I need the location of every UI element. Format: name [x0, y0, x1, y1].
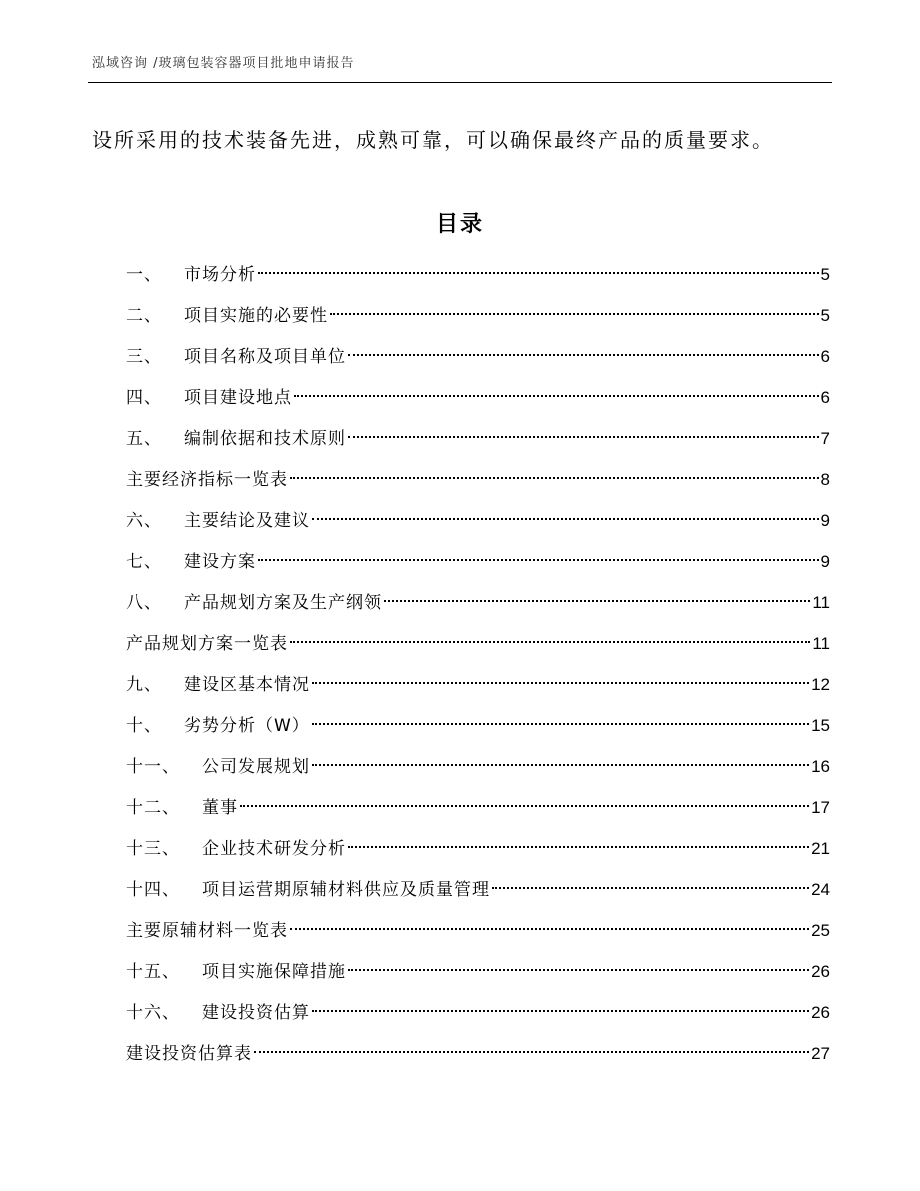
toc-entry-number: 七、 [126, 552, 162, 572]
toc-entry-title: 建设投资估算 [202, 1003, 310, 1023]
toc-entry-title: 建设投资估算表 [126, 1044, 252, 1064]
toc-leader-dots [290, 641, 810, 643]
toc-entry-label [126, 788, 238, 829]
toc-entry-page: 24 [811, 880, 830, 899]
toc-leader-dots [290, 477, 819, 479]
toc-entry-page: 7 [820, 429, 830, 448]
toc-entry-label [126, 378, 292, 419]
toc-entry-title: 建设方案 [184, 552, 256, 572]
toc-entry-label [126, 747, 310, 788]
toc-entry-title: 主要原辅材料一览表 [126, 921, 288, 941]
toc-leader-dots [348, 436, 819, 438]
toc-entry[interactable] [126, 336, 830, 377]
toc-entry-title: 市场分析 [184, 265, 256, 285]
toc-entry-number: 八、 [126, 593, 162, 613]
toc-entry-label [126, 911, 288, 952]
toc-leader-dots [312, 1010, 809, 1012]
toc-entry-page: 25 [811, 921, 830, 940]
toc-leader-dots [492, 887, 809, 889]
toc-leader-dots [312, 518, 819, 520]
toc-entry-number: 十五、 [126, 962, 180, 982]
toc-entry-number: 三、 [126, 347, 162, 367]
toc-entry[interactable] [126, 992, 830, 1033]
toc-entry-label [126, 624, 288, 665]
toc-entry-title: 产品规划方案一览表 [126, 634, 288, 654]
toc-entry-page: 21 [811, 839, 830, 858]
toc-entry-number: 十、 [126, 716, 162, 736]
toc-entry-title: 编制依据和技术原则 [184, 429, 346, 449]
toc-entry[interactable] [126, 705, 830, 746]
toc-entry-label [126, 255, 256, 296]
toc-entry[interactable] [126, 377, 830, 418]
toc-entry-label [126, 583, 382, 624]
toc-entry[interactable] [126, 254, 830, 295]
toc-leader-dots [312, 723, 809, 725]
toc-entry-number: 一、 [126, 265, 162, 285]
toc-entry-number: 十四、 [126, 880, 180, 900]
toc-entry-page: 5 [820, 306, 830, 325]
toc-leader-dots [294, 395, 819, 397]
toc-entry[interactable] [126, 664, 830, 705]
toc-entry-page: 26 [811, 1003, 830, 1022]
toc-entry-page: 27 [811, 1044, 830, 1063]
toc-entry-title: 公司发展规划 [202, 757, 310, 777]
toc-entry[interactable] [126, 910, 830, 951]
toc-leader-dots [290, 928, 809, 930]
toc-entry-page: 11 [812, 634, 830, 653]
toc-entry-page: 8 [820, 470, 830, 489]
toc-entry-title: 董事 [202, 798, 238, 818]
toc-leader-dots [258, 559, 819, 561]
toc-entry-number: 十一、 [126, 757, 180, 777]
toc-entry-title: 项目实施的必要性 [184, 306, 328, 326]
body-paragraph: 设所采用的技术装备先进，成熟可靠，可以确保最终产品的质量要求。 [92, 128, 774, 152]
toc-entry[interactable] [126, 1033, 830, 1074]
toc-entry-number: 十六、 [126, 1003, 180, 1023]
toc-leader-dots [254, 1051, 809, 1053]
toc-entry-number: 五、 [126, 429, 162, 449]
toc-leader-dots [384, 600, 810, 602]
toc-entry-label [126, 952, 346, 993]
toc-entry-label [126, 460, 288, 501]
toc-entry-page: 26 [811, 962, 830, 981]
toc-entry-title: 产品规划方案及生产纲领 [184, 593, 382, 613]
toc-entry-title: 劣势分析（W） [184, 716, 310, 736]
toc-leader-dots [348, 969, 809, 971]
toc-entry-page: 12 [811, 675, 830, 694]
toc-list [126, 254, 830, 1074]
toc-entry-label [126, 296, 328, 337]
toc-entry-label [126, 419, 346, 460]
toc-entry[interactable] [126, 828, 830, 869]
toc-entry-page: 6 [820, 347, 830, 366]
toc-entry-number: 十二、 [126, 798, 180, 818]
toc-entry[interactable] [126, 951, 830, 992]
toc-entry-label [126, 993, 310, 1034]
toc-entry[interactable] [126, 869, 830, 910]
header-divider [88, 82, 832, 83]
toc-entry-title: 建设区基本情况 [184, 675, 310, 695]
toc-entry-label [126, 870, 490, 911]
toc-entry-page: 16 [811, 757, 830, 776]
toc-entry-number: 十三、 [126, 839, 180, 859]
toc-entry[interactable] [126, 418, 830, 459]
toc-entry-label [126, 706, 310, 747]
toc-entry-number: 二、 [126, 306, 162, 326]
toc-leader-dots [312, 764, 809, 766]
toc-entry-number: 六、 [126, 511, 162, 531]
toc-entry[interactable] [126, 295, 830, 336]
toc-entry-label [126, 1034, 252, 1075]
toc-entry[interactable] [126, 459, 830, 500]
toc-entry-title: 项目建设地点 [184, 388, 292, 408]
toc-entry-page: 9 [820, 511, 830, 530]
toc-entry-label [126, 501, 310, 542]
toc-entry[interactable] [126, 787, 830, 828]
toc-entry-label [126, 542, 256, 583]
toc-entry-label [126, 665, 310, 706]
toc-entry-title: 项目运营期原辅材料供应及质量管理 [202, 880, 490, 900]
toc-entry-title: 主要结论及建议 [184, 511, 310, 531]
toc-entry-page: 15 [811, 716, 830, 735]
toc-entry-page: 6 [820, 388, 830, 407]
toc-leader-dots [330, 313, 819, 315]
toc-leader-dots [348, 846, 809, 848]
toc-entry[interactable] [126, 500, 830, 541]
toc-entry[interactable] [126, 623, 830, 664]
toc-leader-dots [312, 682, 809, 684]
toc-leader-dots [258, 272, 819, 274]
toc-entry-label [126, 829, 346, 870]
toc-leader-dots [348, 354, 819, 356]
toc-entry-page: 9 [820, 552, 830, 571]
toc-entry-page: 17 [811, 798, 830, 817]
toc-entry[interactable] [126, 746, 830, 787]
page-header: 泓域咨询 /玻璃包装容器项目批地申请报告 [92, 56, 355, 71]
toc-entry-page: 5 [820, 265, 830, 284]
toc-entry-title: 项目名称及项目单位 [184, 347, 346, 367]
toc-entry-title: 项目实施保障措施 [202, 962, 346, 982]
toc-leader-dots [240, 805, 809, 807]
toc-title: 目录 [435, 212, 484, 237]
toc-entry-title: 企业技术研发分析 [202, 839, 346, 859]
toc-entry-number: 九、 [126, 675, 162, 695]
toc-entry-page: 11 [812, 593, 830, 612]
toc-entry[interactable] [126, 582, 830, 623]
toc-entry-number: 四、 [126, 388, 162, 408]
toc-entry-label [126, 337, 346, 378]
toc-entry-title: 主要经济指标一览表 [126, 470, 288, 490]
toc-entry[interactable] [126, 541, 830, 582]
